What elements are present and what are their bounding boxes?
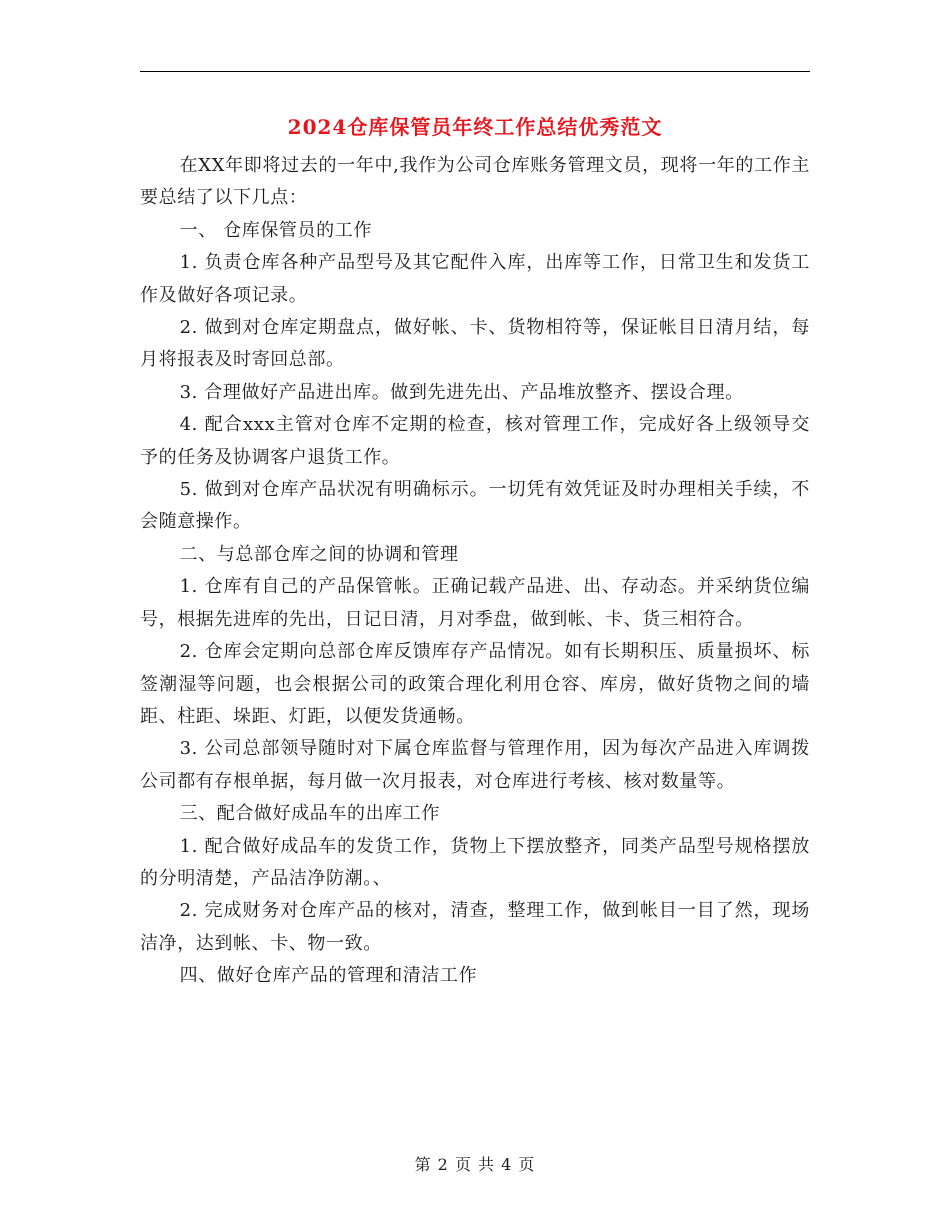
section-2-item-2: 2. 仓库会定期向总部仓库反馈库存产品情况。如有长期积压、质量损坏、标签潮湿等问题，也会根据公司的政策合理化利用仓容、库房，做好货物之间的墙距、柱距、垛距、灯距，以便发货通畅。 [140, 641, 810, 727]
document-title: 2024仓库保管员年终工作总结优秀范文 [287, 115, 663, 139]
section-1-item-5: 5. 做到对仓库产品状况有明确标示。一切凭有效凭证及时办理相关手续，不会随意操作。 [140, 479, 810, 533]
document-body [140, 150, 810, 993]
intro-paragraph: 在XX年即将过去的一年中,我作为公司仓库账务管理文员，现将一年的工作主要总结了以下几点： [140, 155, 810, 209]
section-3-item-2: 2. 完成财务对仓库产品的核对，清查，整理工作，做到帐目一目了然，现场洁净，达到帐、卡、物一致。 [140, 900, 810, 954]
section-heading-2: 二、与总部仓库之间的协调和管理 [179, 543, 459, 565]
page-number-footer: 第 2 页 共 4 页 [414, 1155, 536, 1174]
section-2-item-3: 3. 公司总部领导随时对下属仓库监督与管理作用，因为每次产品进入库调拨公司都有存根单据，每月做一次月报表，对仓库进行考核、核对数量等。 [140, 738, 810, 792]
section-heading-4: 四、做好仓库产品的管理和清洁工作 [179, 965, 478, 987]
section-1-item-2: 2. 做到对仓库定期盘点，做好帐、卡、货物相符等，保证帐目日清月结，每月将报表及时寄回总部。 [140, 317, 810, 371]
section-heading-3: 三、配合做好成品车的出库工作 [179, 803, 440, 825]
section-1-item-4: 4. 配合xxx主管对仓库不定期的检查，核对管理工作，完成好各上级领导交予的任务及协调客户退货工作。 [140, 414, 810, 468]
header-rule [140, 71, 810, 72]
section-3-item-1: 1. 配合做好成品车的发货工作，货物上下摆放整齐，同类产品型号规格摆放的分明清楚，产品洁净防潮。、 [140, 835, 810, 889]
section-1-item-3: 3. 合理做好产品进出库。做到先进先出、产品堆放整齐、摆设合理。 [179, 381, 744, 403]
section-heading-1: 一、 仓库保管员的工作 [179, 219, 372, 241]
section-2-item-1: 1. 仓库有自己的产品保管帐。正确记载产品进、出、存动态。并采纳货位编号，根据先进库的先出，日记日清，月对季盘，做到帐、卡、货三相符合。 [140, 576, 810, 630]
section-1-item-1: 1. 负责仓库各种产品型号及其它配件入库，出库等工作，日常卫生和发货工作及做好各项记录。 [140, 252, 810, 306]
